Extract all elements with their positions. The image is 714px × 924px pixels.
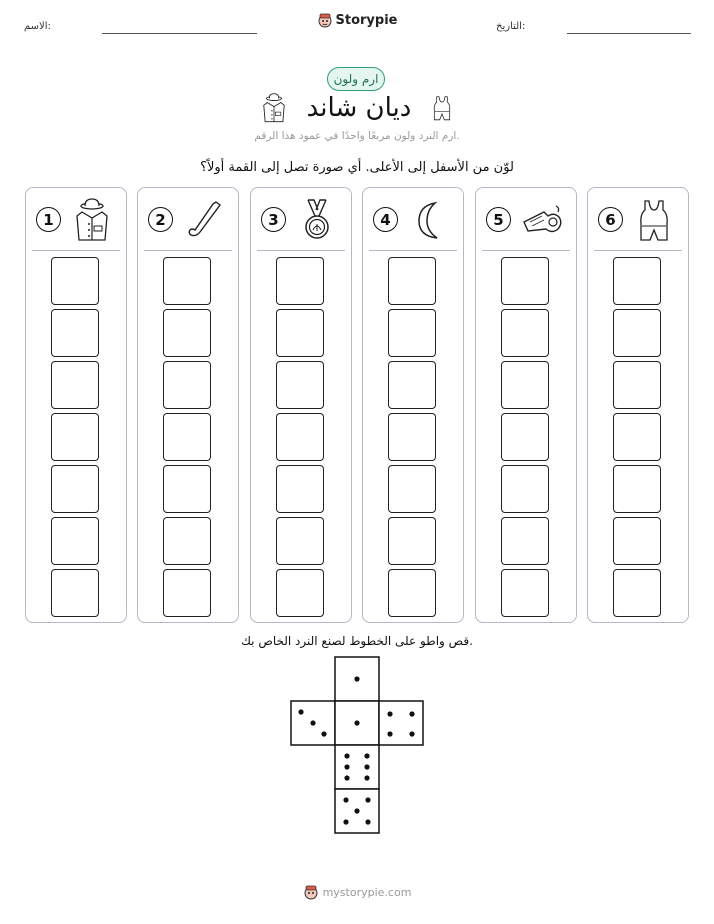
grid-cell[interactable] (388, 413, 436, 461)
grid-cell[interactable] (613, 465, 661, 513)
column-2 (137, 187, 239, 623)
activity-badge: ارم ولون (327, 67, 385, 91)
grid-cell[interactable] (276, 361, 324, 409)
grid-cell[interactable] (276, 257, 324, 305)
name-line (102, 33, 257, 34)
column-number: 1 (36, 207, 61, 232)
column-divider (144, 250, 232, 251)
grid-cell[interactable] (163, 361, 211, 409)
crescent-moon-icon (407, 198, 451, 242)
grid-cell[interactable] (51, 309, 99, 357)
grid-cell[interactable] (501, 309, 549, 357)
storypie-mascot-icon (317, 12, 333, 28)
storypie-mascot-icon (303, 884, 319, 900)
grid-cell[interactable] (388, 517, 436, 565)
grid-cell[interactable] (51, 569, 99, 617)
grid-cell[interactable] (51, 465, 99, 513)
grid-cell[interactable] (388, 361, 436, 409)
grid-cell[interactable] (613, 517, 661, 565)
grid-cell[interactable] (501, 257, 549, 305)
grid-cell[interactable] (276, 309, 324, 357)
whistle-icon (520, 198, 564, 242)
grid-cell[interactable] (276, 569, 324, 617)
grid-cell[interactable] (388, 569, 436, 617)
grid-cell[interactable] (501, 361, 549, 409)
die-net-drawing (290, 656, 426, 836)
grid-cell[interactable] (163, 517, 211, 565)
column-divider (594, 250, 682, 251)
column-number: 3 (261, 207, 286, 232)
column-header (138, 188, 238, 250)
grid-cell[interactable] (163, 257, 211, 305)
column-divider (32, 250, 120, 251)
column-4 (362, 187, 464, 623)
column-number: 5 (486, 207, 511, 232)
grid-cell[interactable] (276, 517, 324, 565)
column-header (363, 188, 463, 250)
brand-name: Storypie (335, 12, 398, 28)
column-6 (587, 187, 689, 623)
date-line (567, 33, 691, 34)
grid-cell[interactable] (163, 569, 211, 617)
grid-cell[interactable] (388, 465, 436, 513)
grid-cell[interactable] (501, 517, 549, 565)
footer (0, 884, 714, 900)
column-1 (25, 187, 127, 623)
coat-with-hat-icon (70, 198, 114, 242)
grid-cell[interactable] (613, 569, 661, 617)
footer-url[interactable]: mystorypie.com (322, 885, 412, 899)
grid-cell[interactable] (613, 413, 661, 461)
grid-cell[interactable] (613, 361, 661, 409)
column-3 (250, 187, 352, 623)
grid-cell[interactable] (613, 257, 661, 305)
column-number: 2 (148, 207, 173, 232)
grid-cell[interactable] (388, 309, 436, 357)
coat-with-hat-icon (259, 92, 289, 124)
date-label: التاريخ: (496, 21, 526, 32)
grid-cell[interactable] (501, 569, 549, 617)
medal-icon (295, 198, 339, 242)
column-header (588, 188, 688, 250)
die-net (290, 656, 426, 836)
instruction: لوّن من الأسفل إلى الأعلى. أي صورة تصل إلى القمة أولاً؟ (200, 160, 514, 175)
singlet-icon (632, 198, 676, 242)
grid-cell[interactable] (51, 413, 99, 461)
column-divider (482, 250, 570, 251)
grid-cell[interactable] (501, 465, 549, 513)
cut-instruction: قص واطو على الخطوط لصنع النرد الخاص بك. (241, 634, 473, 648)
grid-cell[interactable] (501, 413, 549, 461)
grid-cell[interactable] (51, 361, 99, 409)
column-header (251, 188, 351, 250)
grid-cell[interactable] (163, 309, 211, 357)
grid-cell[interactable] (388, 257, 436, 305)
name-label: الاسم: (24, 21, 51, 32)
page-title: ديان شاند (306, 93, 412, 123)
column-number: 4 (373, 207, 398, 232)
column-5 (475, 187, 577, 623)
hockey-stick-icon (182, 198, 226, 242)
title-row (0, 92, 714, 124)
subtitle: ارم النرد ولون مربعًا واحدًا في عمود هذا الرقم. (254, 130, 460, 142)
grid-cell[interactable] (163, 413, 211, 461)
grid-cell[interactable] (276, 465, 324, 513)
column-header (476, 188, 576, 250)
column-divider (369, 250, 457, 251)
grid-cell[interactable] (613, 309, 661, 357)
grid-cell[interactable] (51, 517, 99, 565)
brand-logo (0, 12, 714, 28)
grid-cell[interactable] (51, 257, 99, 305)
grid-cell[interactable] (163, 465, 211, 513)
column-header (26, 188, 126, 250)
grid-cell[interactable] (276, 413, 324, 461)
singlet-icon (429, 92, 455, 124)
column-divider (257, 250, 345, 251)
column-number: 6 (598, 207, 623, 232)
